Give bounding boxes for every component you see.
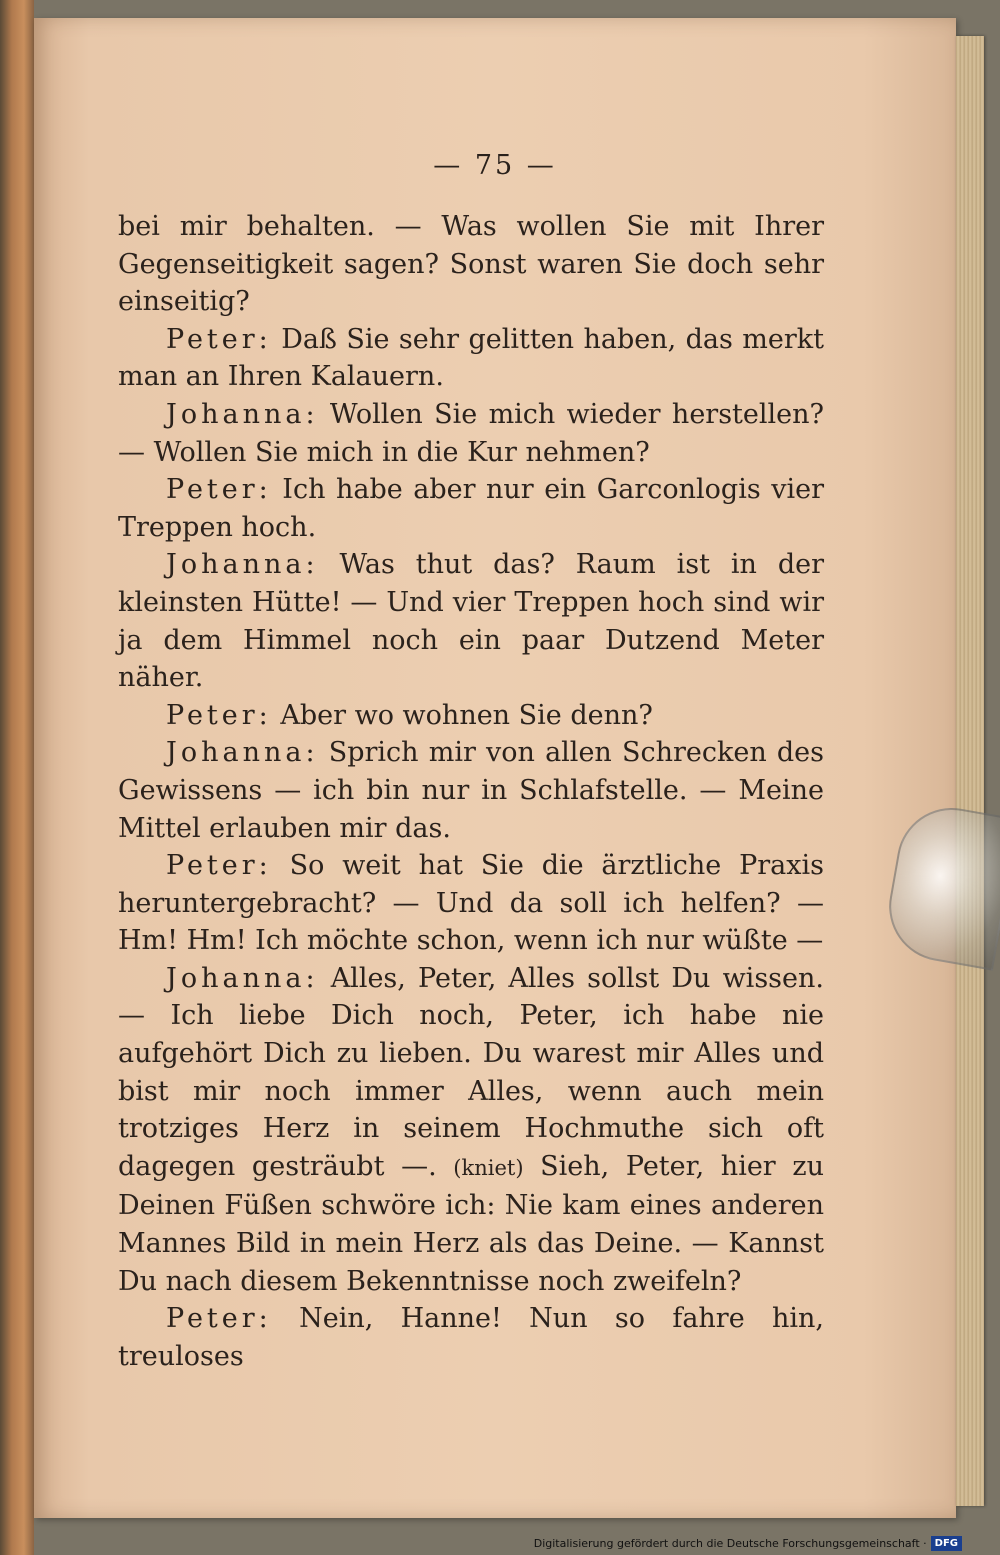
page-stack-edge <box>956 36 984 1506</box>
dialogue-line: Johanna: Was thut das? Raum ist in der kleinsten Hütte! — Und vier Treppen hoch sind wir ja dem Himmel noch ein paar Dutzend Meter näher. <box>118 549 824 694</box>
book-spine <box>0 0 34 1555</box>
page-number: — 75 — <box>433 150 557 181</box>
digitization-credit <box>534 1536 962 1551</box>
dialogue-line: Peter: Nein, Hanne! Nun so fahre hin, treuloses <box>118 1303 825 1372</box>
paragraph-continuation: bei mir behalten. — Was wollen Sie mit Ihrer Gegenseitigkeit sagen? Sonst waren Sie doch sehr einseitig? <box>118 211 824 318</box>
credit-text: Digitalisierung gefördert durch die Deutsche Forschungsgemeinschaft · <box>533 1537 927 1550</box>
stage-direction: (kniet) <box>453 1155 524 1180</box>
dialogue-line: Johanna: Alles, Peter, Alles sollst Du wissen. — Ich liebe Dich noch, Peter, ich habe nie aufgehört Dich zu lieben. Du warest mir Alles und bist mir noch immer Alles, wenn auch mein trotziges Herz in seinem Hochmuthe sich oft dagegen gesträubt —. (kniet) Sieh, Peter, hier zu Deinen Füßen schwöre ich: Nie kam eines anderen Mannes Bild in mein Herz als das Deine. — Kannst Du nach diesem Bekenntnisse noch zweifeln? <box>118 962 824 1297</box>
speaker-name: Johanna: <box>166 398 319 430</box>
dialogue-line: Johanna: Sprich mir von allen Schrecken des Gewissens — ich bin nur in Schlafstelle. — Meine Mittel erlauben mir das. <box>118 737 824 844</box>
dialogue-line: Peter: Aber wo wohnen Sie denn? <box>166 699 653 731</box>
speaker-name: Peter: <box>166 1303 272 1335</box>
speaker-name: Peter: <box>166 474 272 506</box>
speaker-name: Peter: <box>166 699 272 731</box>
speaker-name: Johanna: <box>166 962 319 994</box>
speaker-name: Johanna: <box>166 737 319 769</box>
dialogue-line: Peter: So weit hat Sie die ärztliche Praxis heruntergebracht? — Und da soll ich helfen? — Hm! Hm! Ich möchte schon, wenn ich nur wüßte — <box>118 850 824 957</box>
dfg-logo: DFG <box>931 1536 962 1551</box>
dialogue-line: Johanna: Wollen Sie mich wieder herstellen? — Wollen Sie mich in die Kur nehmen? <box>118 398 825 468</box>
dialogue-line: Peter: Ich habe aber nur ein Garconlogis vier Treppen hoch. <box>118 474 824 543</box>
dialogue-line: Peter: Daß Sie sehr gelitten haben, das merkt man an Ihren Kalauern. <box>118 323 824 393</box>
speaker-name: Peter: <box>166 850 272 882</box>
speaker-name: Johanna: <box>166 549 319 581</box>
speaker-name: Peter: <box>166 323 272 355</box>
body-text <box>118 208 824 1375</box>
